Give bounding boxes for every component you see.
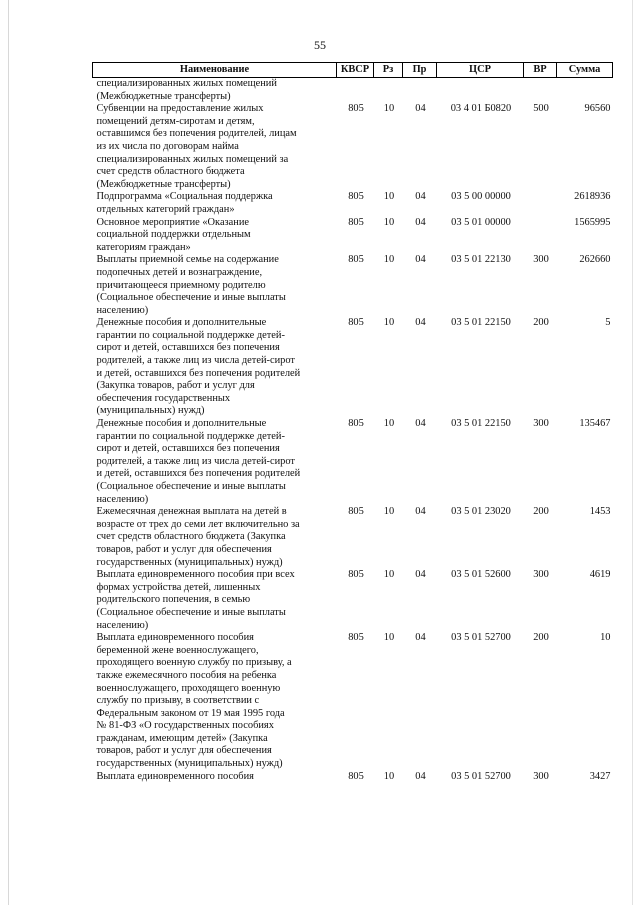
cell-kvsr: 805 [348,317,364,329]
cell-kvsr: 805 [348,632,364,644]
table-row [93,78,613,104]
cell-kvsr: 805 [348,254,364,266]
cell-pr: 04 [415,418,426,430]
table-row [93,254,613,317]
table-header-row [93,63,613,78]
cell-sum: 262660 [579,254,611,266]
cell-vr: 200 [533,506,549,518]
cell-vr: 300 [533,569,549,581]
cell-sum: 5 [605,317,611,329]
cell-pr: 04 [415,569,426,581]
cell-vr: 200 [533,317,549,329]
cell-sum: 3427 [589,770,611,782]
cell-rz: 10 [383,317,395,329]
table-row [93,506,613,569]
cell-csr [437,78,524,104]
table-row [93,569,613,632]
cell-name: Подпрограмма «Социальная поддержка отдельных категорий граждан» [96,191,273,215]
cell-name: Выплата единовременного пособия беременной жене военнослужащего, проходящего военную службу по призыву, а также ежемесячного пособия на ребенка военнослужащего, проходящего военную службу по призыву, в соответствии с Федеральным законом от 19 мая 1995 года № 81-ФЗ «О государственных пособиях гражданам, имеющим детей» (Закупка товаров, работ и услуг для обеспечения государственных (муниципальных) нужд) [96,632,292,770]
cell-name: Субвенции на предоставление жилых помещений детям-сиротам и детям, оставшимся без попечения родителей, лицам из их числа по договорам найма специализированных жилых помещений за счет средств областного бюджета (Межбюджетные трансферты) [96,103,297,190]
cell-pr: 04 [415,191,426,203]
cell-pr: 04 [415,216,426,228]
cell-sum: 1453 [589,506,611,518]
table-row [93,317,613,418]
table-row [93,418,613,506]
cell-pr: 04 [415,770,426,782]
cell-kvsr: 805 [348,770,364,782]
cell-rz: 10 [383,103,395,115]
cell-sum: 96560 [584,103,611,115]
cell-name: Выплата единовременного пособия [96,770,254,782]
cell-rz: 10 [383,254,395,266]
cell-csr: 03 5 01 22130 [451,254,511,266]
header-sum: Сумма [557,63,613,78]
cell-pr: 04 [415,254,426,266]
cell-kvsr: 805 [348,418,364,430]
cell-csr: 03 5 01 00000 [451,216,511,228]
cell-sum [557,78,613,104]
cell-name: Ежемесячная денежная выплата на детей в возрасте от трех до семи лет включительно за счет средств областного бюджета (Закупка товаров, работ и услуг для обеспечения государственных (муниципальных) нужд) [96,506,300,568]
cell-pr: 04 [415,317,426,329]
cell-sum: 10 [600,632,611,644]
scan-edge-left [8,0,9,905]
cell-csr: 03 5 01 22150 [451,317,511,329]
cell-csr: 03 5 01 23020 [451,506,511,518]
cell-pr: 04 [415,103,426,115]
cell-pr [403,78,437,104]
cell-sum: 135467 [579,418,611,430]
cell-rz: 10 [383,569,395,581]
cell-sum: 4619 [589,569,611,581]
cell-vr: 300 [533,254,549,266]
cell-rz [374,78,403,104]
cell-vr: 500 [533,103,549,115]
cell-rz: 10 [383,418,395,430]
cell-pr: 04 [415,632,426,644]
cell-name: Денежные пособия и дополнительные гарантии по социальной поддержке детей- сирот и детей, оставшихся без попечения родителей, а также лиц из числа детей-сирот и детей, оставшихся без попечения родителей (Закупка товаров, работ и услуг для обеспечения государственных (муниципальных) нужд) [96,317,301,417]
cell-csr: 03 4 01 Б0820 [450,103,512,115]
cell-rz: 10 [383,632,395,644]
table-row [93,103,613,191]
cell-vr: 200 [533,632,549,644]
cell-kvsr: 805 [348,569,364,581]
budget-table [92,62,613,783]
table-header [93,63,613,78]
cell-kvsr: 805 [348,216,364,228]
header-csr: ЦСР [437,63,524,78]
cell-vr [524,78,557,104]
cell-csr: 03 5 01 52600 [451,569,511,581]
page-number: 55 [314,38,326,52]
cell-rz: 10 [383,770,395,782]
cell-name: Основное мероприятие «Оказание социальной поддержки отдельным категориям граждан» [96,216,251,253]
cell-name: Выплаты приемной семье на содержание подопечных детей и вознаграждение, причитающееся приемному родителю (Социальное обеспечение и иные выплаты населению) [96,254,286,316]
cell-rz: 10 [383,191,395,203]
cell-csr: 03 5 01 52700 [451,632,511,644]
cell-sum: 1565995 [574,216,611,228]
header-pr: Пр [403,63,437,78]
cell-rz: 10 [383,506,395,518]
cell-name: Денежные пособия и дополнительные гарантии по социальной поддержке детей- сирот и детей, оставшихся без попечения родителей, а также лиц из числа детей-сирот и детей, оставшихся без попечения родителей (Социальное обеспечение и иные выплаты населению) [96,418,301,505]
cell-vr [524,191,557,216]
cell-vr: 300 [533,770,549,782]
cell-csr: 03 5 01 52700 [451,770,511,782]
cell-sum: 2618936 [574,191,611,203]
table-row [93,632,613,771]
cell-kvsr: 805 [348,506,364,518]
cell-rz: 10 [383,216,395,228]
table-body [93,78,613,784]
cell-vr [524,217,557,255]
cell-pr: 04 [415,506,426,518]
header-kvsr: КВСР [337,63,374,78]
cell-kvsr: 805 [348,103,364,115]
cell-csr: 03 5 01 22150 [451,418,511,430]
cell-kvsr [337,78,374,104]
scan-edge-right [632,0,633,905]
cell-kvsr: 805 [348,191,364,203]
header-name: Наименование [93,63,337,78]
cell-vr: 300 [533,418,549,430]
cell-csr: 03 5 00 00000 [451,191,511,203]
header-rz: Рз [374,63,403,78]
table-row [93,217,613,255]
table-row [93,771,613,784]
cell-name: Выплата единовременного пособия при всех формах устройства детей, лишенных родительского попечения, в семью (Социальное обеспечение и иные выплаты населению) [96,569,295,631]
cell-name: специализированных жилых помещений (Межбюджетные трансферты) [96,78,277,102]
table-row [93,191,613,216]
header-vr: ВР [524,63,557,78]
